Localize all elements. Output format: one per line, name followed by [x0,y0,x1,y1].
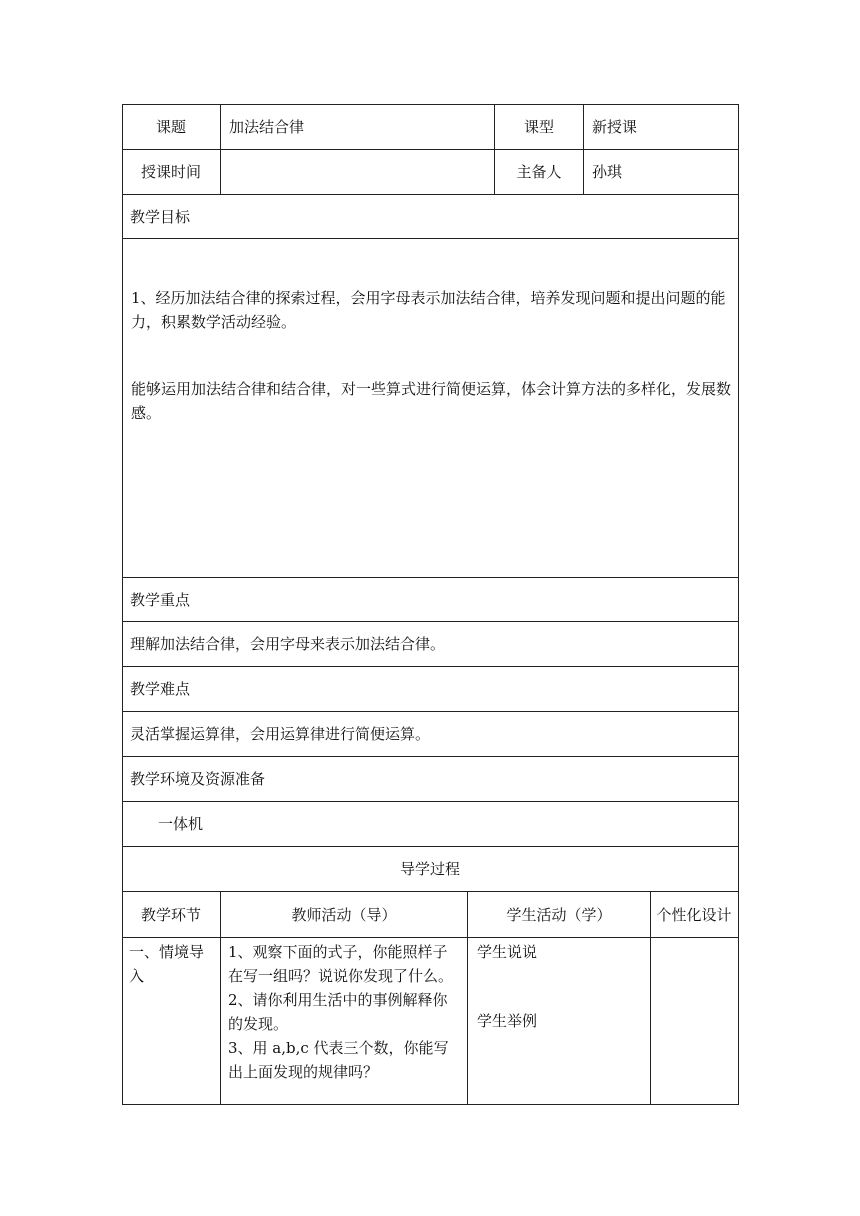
topic-label: 课题 [155,118,186,136]
resources-value: 一体机 [158,815,204,833]
difficulties-value: 灵活掌握运算律，会用运算律进行简便运算。 [130,725,431,743]
key-points-label: 教学重点 [130,590,191,609]
column-header-custom: 个性化设计 [656,905,732,924]
teacher-activity-cell [228,940,462,1084]
teacher-activity-2: 2、请你利用生活中的事例解释你的发现。 [228,991,448,1033]
teacher-activity-1: 1、观察下面的式子，你能照样子在写一组吗？说说你发现了什么。 [228,943,454,985]
column-header-teacher: 教师活动（导） [291,905,397,924]
student-activity-2: 学生举例 [477,1012,538,1030]
objectives-item-1 [131,286,731,334]
objectives-label: 教学目标 [130,207,191,226]
objectives-item-1-text: 1、经历加法结合律的探索过程，会用字母表示加法结合律，培养发现问题和提出问题的能力，积累数学活动经验。 [131,289,726,331]
stage-text: 一、情境导入 [129,943,205,985]
preparer-value: 孙琪 [592,163,623,181]
stage-cell [129,940,217,988]
column-header-stage: 教学环节 [140,905,201,924]
table-border-right [738,104,739,1105]
topic-value: 加法结合律 [229,118,305,136]
column-header-student: 学生活动（学） [506,905,612,924]
objectives-item-2 [131,377,731,425]
objectives-item-2-text: 能够运用加法结合律和结合律，对一些算式进行简便运算，体会计算方法的多样化，发展数感。 [131,380,732,422]
table-border-bottom [122,1104,739,1105]
row-divider [122,937,739,938]
row-divider [122,238,739,239]
type-value: 新授课 [592,118,638,136]
resources-label: 教学环境及资源准备 [130,770,266,788]
teacher-activity-3: 3、用 a,b,c 代表三个数，你能写出上面发现的规律吗？ [228,1039,449,1081]
time-label: 授课时间 [140,163,201,181]
preparer-label: 主备人 [516,163,562,181]
difficulties-label: 教学难点 [130,680,191,698]
col-divider [650,891,651,1104]
student-activity-1: 学生说说 [477,943,538,961]
type-label: 课型 [523,118,554,136]
process-title: 导学过程 [399,860,460,878]
key-points-value: 理解加法结合律，会用字母来表示加法结合律。 [130,635,446,653]
time-value [221,150,494,194]
